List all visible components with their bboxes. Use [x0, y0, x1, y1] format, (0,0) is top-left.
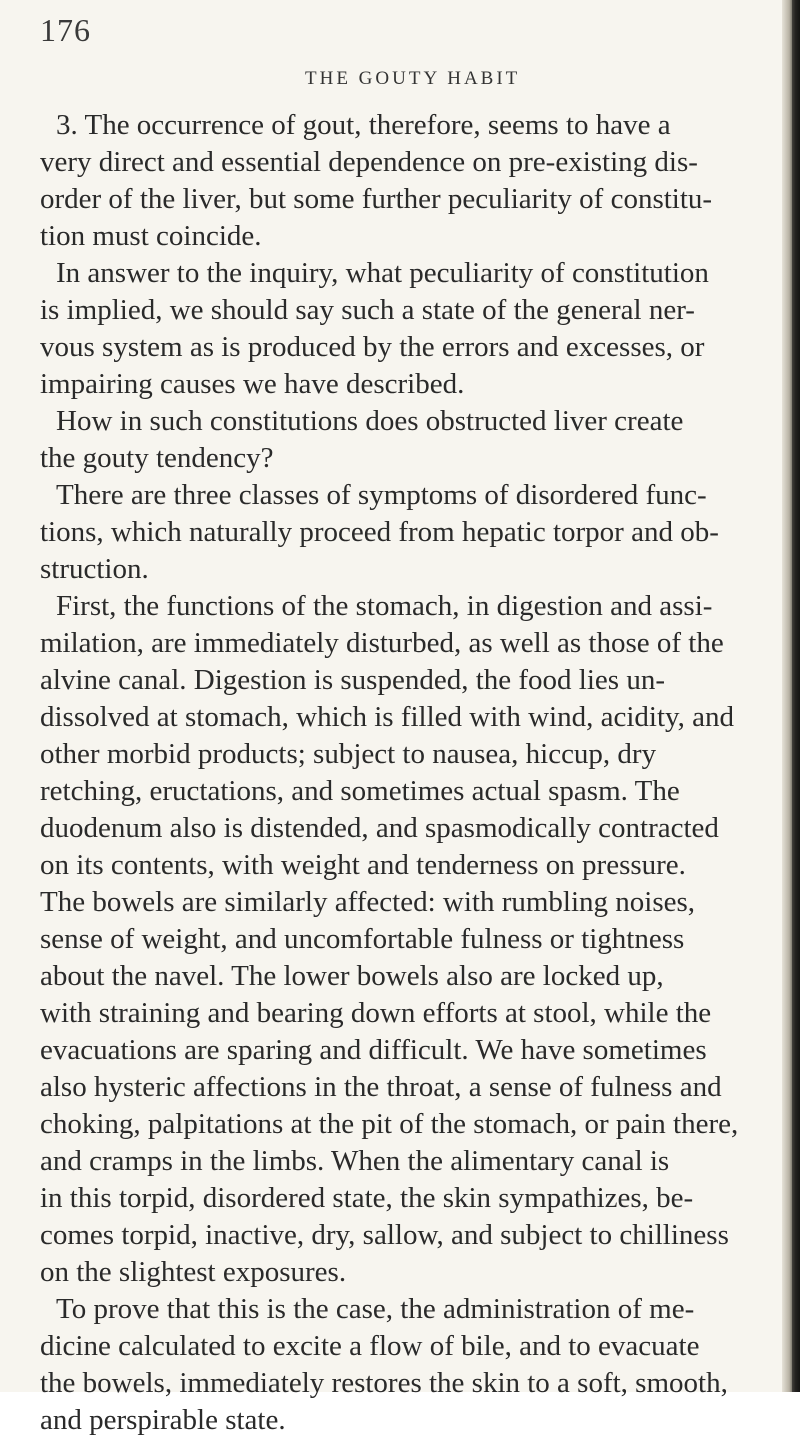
text-line: and perspirable state. [40, 1404, 286, 1436]
page-number: 176 [40, 12, 91, 48]
text-line: evacuations are sparing and difficult. We have sometimes [40, 1034, 707, 1066]
text-line: about the navel. The lower bowels also are locked up, [40, 960, 664, 992]
text-line: milation, are immediately disturbed, as well as those of the [40, 627, 724, 659]
text-line: How in such constitutions does obstructed liver create [56, 405, 684, 437]
text-line: tion must coincide. [40, 220, 262, 252]
text-line: vous system as is produced by the errors and excesses, or [40, 331, 705, 363]
text-line: other morbid products; subject to nausea, hiccup, dry [40, 738, 657, 770]
text-line: impairing causes we have described. [40, 368, 465, 400]
text-line: sense of weight, and uncomfortable fulness or tightness [40, 923, 685, 955]
text-line: To prove that this is the case, the administration of me- [56, 1293, 695, 1325]
text-line: the gouty tendency? [40, 442, 274, 474]
text-line: very direct and essential dependence on pre-existing dis- [40, 146, 698, 178]
text-line: the bowels, immediately restores the skin to a soft, smooth, [40, 1367, 728, 1399]
text-line: There are three classes of symptoms of disordered func- [56, 479, 707, 511]
text-line: The bowels are similarly affected: with rumbling noises, [40, 886, 696, 918]
page-header [0, 0, 780, 110]
text-line: on its contents, with weight and tenderness on pressure. [40, 849, 686, 881]
text-line: tions, which naturally proceed from hepatic torpor and ob- [40, 516, 719, 548]
text-line: is implied, we should say such a state of the general ner- [40, 294, 695, 326]
text-line: on the slightest exposures. [40, 1256, 347, 1288]
text-line: struction. [40, 553, 149, 585]
text-line: dicine calculated to excite a flow of bile, and to evacuate [40, 1330, 700, 1362]
text-line: duodenum also is distended, and spasmodically contracted [40, 812, 719, 844]
text-line: First, the functions of the stomach, in digestion and assi- [56, 590, 713, 622]
text-line: also hysteric affections in the throat, a sense of fulness and [40, 1071, 722, 1103]
text-line: comes torpid, inactive, dry, sallow, and subject to chilliness [40, 1219, 729, 1251]
text-line: In answer to the inquiry, what peculiarity of constitution [56, 257, 709, 289]
text-line: retching, eructations, and sometimes actual spasm. The [40, 775, 680, 807]
text-line: with straining and bearing down efforts at stool, while the [40, 997, 712, 1029]
text-line: 3. The occurrence of gout, therefore, seems to have a [56, 109, 671, 141]
text-line: order of the liver, but some further peculiarity of constitu- [40, 183, 713, 215]
page-edge-dark [792, 0, 800, 1392]
running-head: THE GOUTY HABIT [305, 68, 521, 89]
text-line: choking, palpitations at the pit of the stomach, or pain there, [40, 1108, 739, 1140]
text-line: in this torpid, disordered state, the skin sympathizes, be- [40, 1182, 694, 1214]
text-line: alvine canal. Digestion is suspended, the food lies un- [40, 664, 665, 696]
text-line: dissolved at stomach, which is filled with wind, acidity, and [40, 701, 735, 733]
text-line: and cramps in the limbs. When the alimentary canal is [40, 1145, 670, 1177]
